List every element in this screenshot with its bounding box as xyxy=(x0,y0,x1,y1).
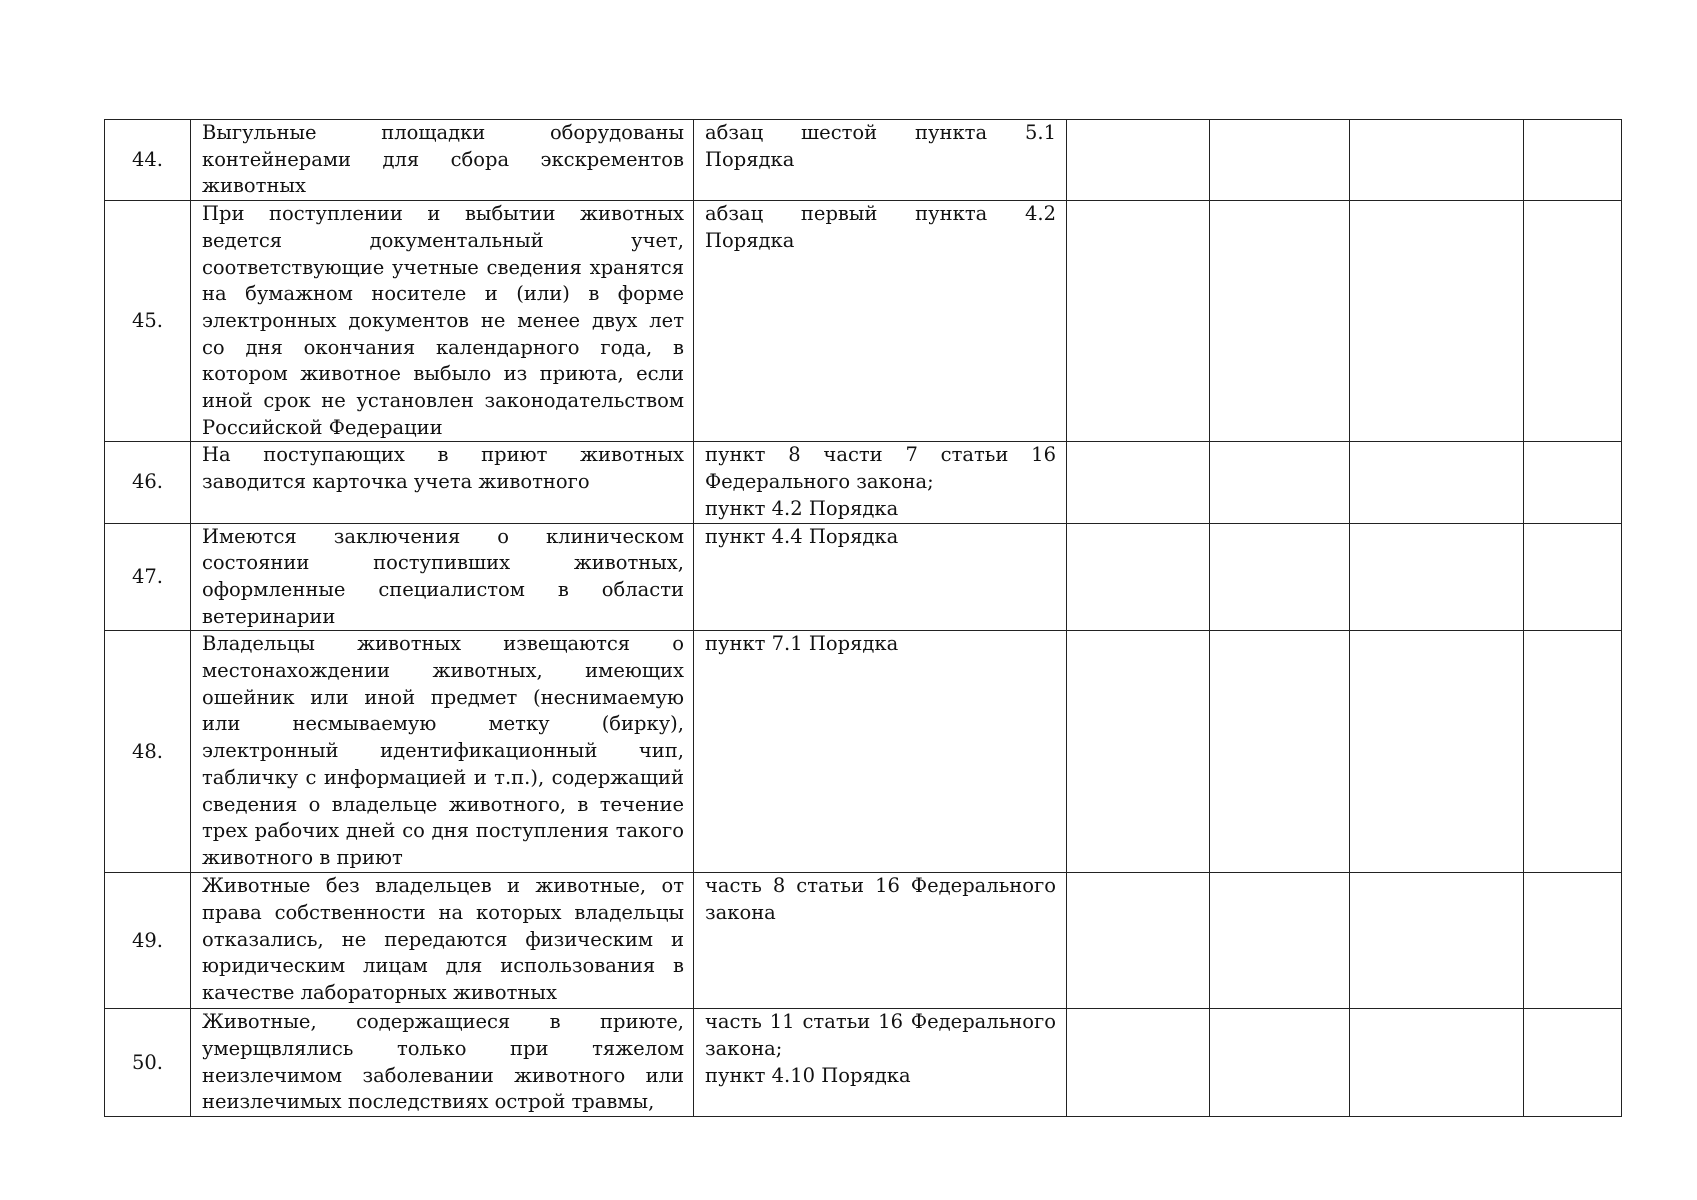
table-row xyxy=(105,120,1622,201)
row-number: 46. xyxy=(105,442,191,523)
row-number: 49. xyxy=(105,873,191,1009)
table-row xyxy=(105,201,1622,442)
note-cell xyxy=(1524,442,1622,523)
requirement-text: Владельцы животных извещаются о местонахождении животных, имеющих ошейник или иной предмет (неснимаемую или несмываемую метку (бирку), электронный идентификационный чип, табличку с информацией и т.п.), содержащий сведения о владельце животного, в течение трех рабочих дней со дня поступления такого животного в приют xyxy=(191,631,694,873)
requirement-text: Животные, содержащиеся в приюте, умерщвлялись только при тяжелом неизлечимом заболевании животного или неизлечимых последствиях острой травмы, xyxy=(191,1009,694,1117)
note-cell xyxy=(1524,523,1622,631)
answer-not-applicable-cell xyxy=(1350,201,1524,442)
answer-not-applicable-cell xyxy=(1350,442,1524,523)
legal-reference xyxy=(694,1009,1067,1117)
row-number: 50. xyxy=(105,1009,191,1117)
answer-yes-cell xyxy=(1067,631,1210,873)
answer-no-cell xyxy=(1210,523,1350,631)
table-row xyxy=(105,1009,1622,1117)
row-number: 48. xyxy=(105,631,191,873)
note-cell xyxy=(1524,873,1622,1009)
answer-yes-cell xyxy=(1067,873,1210,1009)
answer-no-cell xyxy=(1210,442,1350,523)
note-cell xyxy=(1524,1009,1622,1117)
note-cell xyxy=(1524,120,1622,201)
reference-line: часть 8 статьи 16 Федерального закона xyxy=(705,874,1056,925)
reference-line: пункт 4.4 Порядка xyxy=(705,524,899,548)
answer-no-cell xyxy=(1210,201,1350,442)
reference-line: пункт 8 части 7 статьи 16 Федерального закона; xyxy=(705,443,1056,494)
row-number: 45. xyxy=(105,201,191,442)
answer-yes-cell xyxy=(1067,1009,1210,1117)
answer-yes-cell xyxy=(1067,442,1210,523)
requirement-text: На поступающих в приют животных заводится карточка учета животного xyxy=(191,442,694,523)
answer-not-applicable-cell xyxy=(1350,873,1524,1009)
table-row xyxy=(105,873,1622,1009)
legal-reference xyxy=(694,442,1067,523)
legal-reference xyxy=(694,201,1067,442)
legal-reference xyxy=(694,523,1067,631)
answer-no-cell xyxy=(1210,873,1350,1009)
requirement-text: Выгульные площадки оборудованы контейнерами для сбора экскрементов животных xyxy=(191,120,694,201)
requirement-text: При поступлении и выбытии животных ведется документальный учет, соответствующие учетные сведения хранятся на бумажном носителе и (или) в форме электронных документов не менее двух лет со дня окончания календарного года, в котором животное выбыло из приюта, если иной срок не установлен законодательством Российской Федерации xyxy=(191,201,694,442)
row-number: 44. xyxy=(105,120,191,201)
answer-not-applicable-cell xyxy=(1350,631,1524,873)
note-cell xyxy=(1524,201,1622,442)
answer-no-cell xyxy=(1210,120,1350,201)
requirement-text: Животные без владельцев и животные, от права собственности на которых владельцы отказались, не передаются физическим и юридическим лицам для использования в качестве лабораторных животных xyxy=(191,873,694,1009)
table-row xyxy=(105,631,1622,873)
answer-not-applicable-cell xyxy=(1350,1009,1524,1117)
answer-yes-cell xyxy=(1067,523,1210,631)
legal-reference xyxy=(694,873,1067,1009)
reference-line: абзац шестой пункта 5.1 Порядка xyxy=(705,121,1056,171)
table-row xyxy=(105,523,1622,631)
answer-not-applicable-cell xyxy=(1350,120,1524,201)
note-cell xyxy=(1524,631,1622,873)
answer-no-cell xyxy=(1210,631,1350,873)
answer-yes-cell xyxy=(1067,201,1210,442)
checklist-table xyxy=(104,119,1622,1117)
legal-reference xyxy=(694,631,1067,873)
reference-line: пункт 7.1 Порядка xyxy=(705,632,899,656)
legal-reference xyxy=(694,120,1067,201)
answer-no-cell xyxy=(1210,1009,1350,1117)
requirement-text: Имеются заключения о клиническом состоянии поступивших животных, оформленные специалистом в области ветеринарии xyxy=(191,523,694,631)
table-row xyxy=(105,442,1622,523)
reference-line: абзац первый пункта 4.2 Порядка xyxy=(705,202,1056,252)
reference-line: пункт 4.10 Порядка xyxy=(705,1063,911,1087)
answer-yes-cell xyxy=(1067,120,1210,201)
row-number: 47. xyxy=(105,523,191,631)
reference-line: пункт 4.2 Порядка xyxy=(705,496,899,520)
answer-not-applicable-cell xyxy=(1350,523,1524,631)
reference-line: часть 11 статьи 16 Федерального закона; xyxy=(705,1010,1056,1061)
